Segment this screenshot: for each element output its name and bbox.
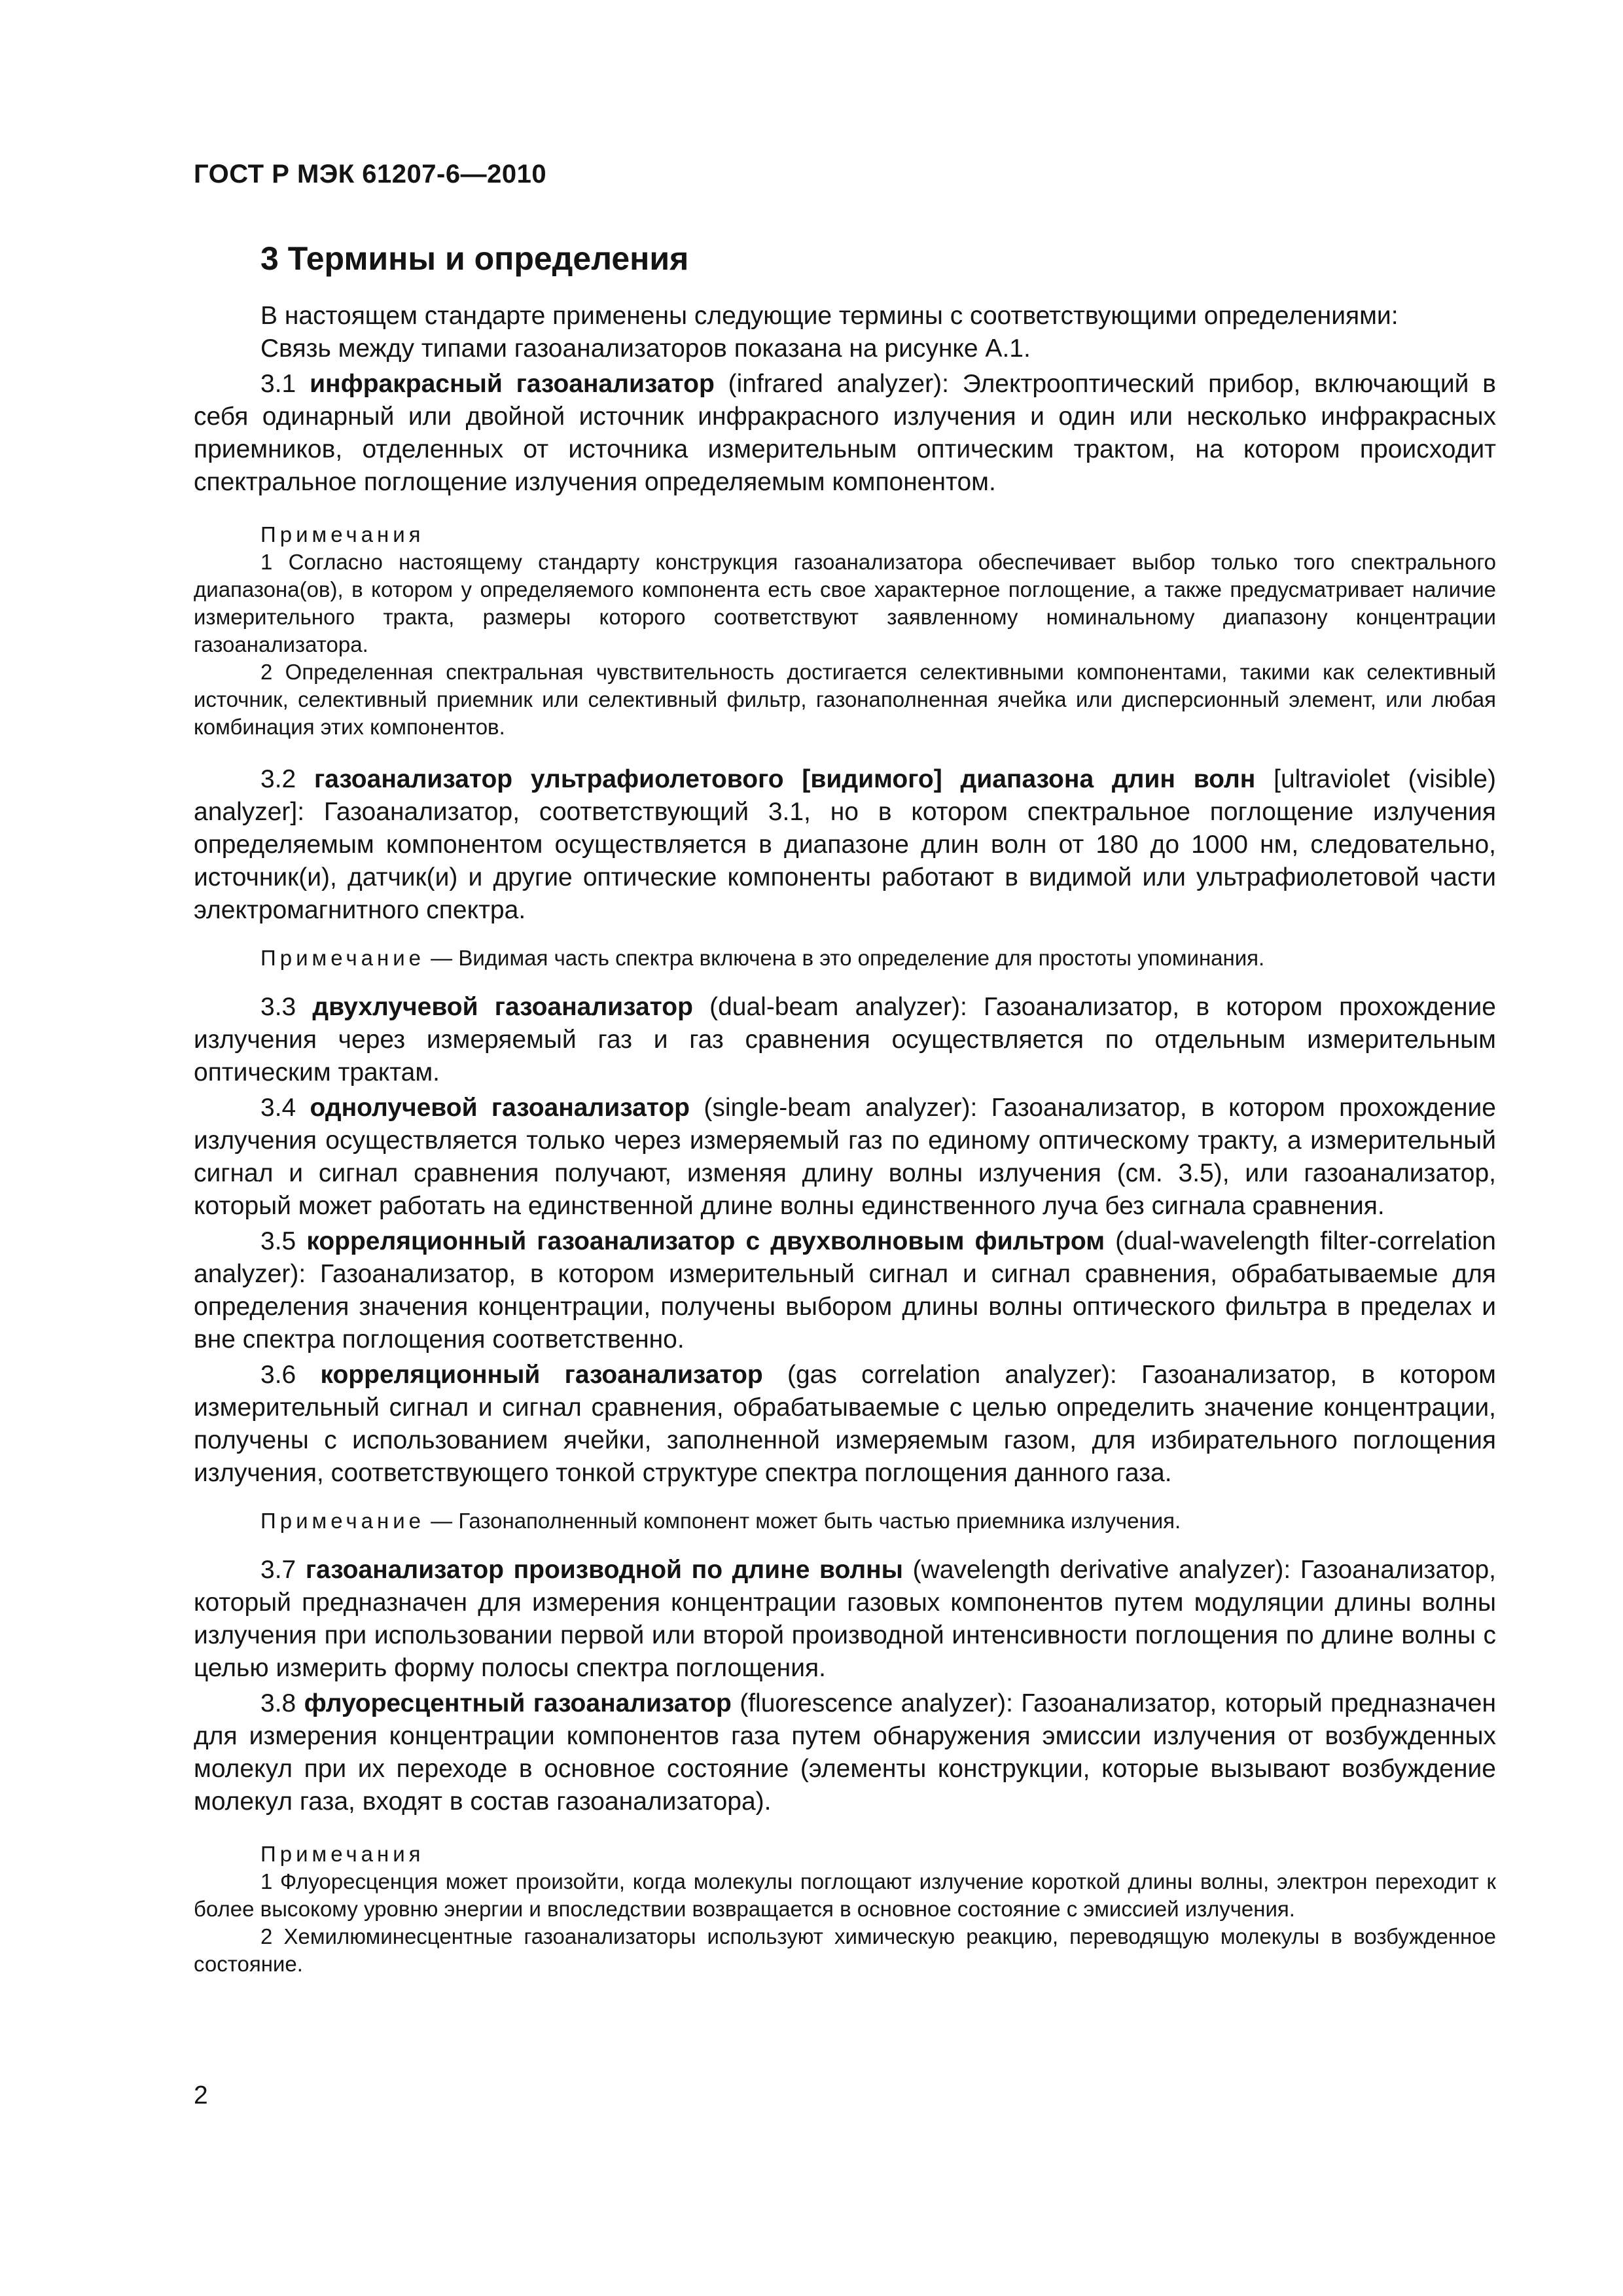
term-definition: (wavelength derivative analyzer): Газоанализатор, который предназначен для измерения концентрации газовых компонентов путем модуляции длины волны излучения при использовании первой или второй производной интенсивности поглощения по длине волны с целью измерить форму полосы спектра поглощения. [194,1556,1496,1682]
term-3-7 [194,1554,1496,1685]
term-3-1 [194,368,1496,499]
term-definition: (infrared analyzer): Электрооптический прибор, включающий в себя одинарный или двойной источник инфракрасного излучения и один или несколько инфракрасных приемников, отделенных от источника измерительным оптическим трактом, на котором происходит спектральное поглощение излучения определяемым компонентом. [194,370,1496,496]
section-title: 3 Термины и определения [260,240,689,277]
term-definition: (dual-beam analyzer): Газоанализатор, в котором прохождение излучения через измеряемый газ и газ сравнения осуществляется по отдельным измерительным оптическим трактам. [194,993,1496,1086]
standard-header: ГОСТ Р МЭК 61207-6—2010 [194,160,547,188]
note-text: — Газонаполненный компонент может быть частью приемника излучения. [425,1509,1181,1533]
term-definition: (gas correlation analyzer): Газоанализатор, в котором измерительный сигнал и сигнал сравнения, обрабатываемые с целью определить значение концентрации, получены с использованием ячейки, заполненной измеряемым газом, для избирательного поглощения излучения, соответствующего тонкой структуре спектра поглощения данного газа. [194,1361,1496,1487]
note-label: Примечание [260,1509,425,1533]
note-label: Примечание [260,946,425,970]
term-3-8 [194,1687,1496,1818]
page-number: 2 [194,2081,208,2109]
term-name: газоанализатор производной по длине волны [305,1556,903,1584]
term-name: однолучевой газоанализатор [310,1094,690,1122]
term-number: 3.4 [260,1094,296,1122]
notes-3-8 [194,1840,1496,1978]
term-3-6 [194,1359,1496,1490]
term-definition: (fluorescence analyzer): Газоанализатор, который предназначен для измерения концентрации компонентов газа путем обнаружения эмиссии излучения от возбужденных молекул при их переходе в основное состояние (элементы конструкции, которые вызывают возбуждение молекул газа, входят в состав газоанализатора). [194,1689,1497,1816]
term-name: флуоресцентный газоанализатор [304,1689,732,1717]
note-2: 2 Хемилюминесцентные газоанализаторы используют химическую реакцию, переводящую молекулы в возбужденное состояние. [194,1924,1496,1976]
term-number: 3.8 [260,1689,296,1717]
term-3-5 [194,1225,1496,1356]
term-3-4 [194,1092,1496,1223]
term-number: 3.5 [260,1227,296,1255]
term-number: 3.6 [260,1361,296,1389]
term-name: корреляционный газоанализатор с двухволновым фильтром [306,1227,1105,1255]
term-name: двухлучевой газоанализатор [312,993,693,1021]
notes-heading: Примечания [260,1842,425,1866]
note-text: — Видимая часть спектра включена в это определение для простоты упоминания. [425,946,1265,970]
term-3-2 [194,763,1496,927]
term-name: корреляционный газоанализатор [320,1361,763,1389]
note-3-6 [194,1507,1496,1535]
term-name: газоанализатор ультрафиолетового [видимого] диапазона длин волн [313,765,1256,793]
note-2: 2 Определенная спектральная чувствительность достигается селективными компонентами, такими как селективный источник, селективный приемник или селективный фильтр, газонаполненная ячейка или дисперсионный элемент, или любая комбинация этих компонентов. [194,660,1496,739]
term-number: 3.3 [260,993,296,1021]
term-definition: (single-beam analyzer): Газоанализатор, в котором прохождение излучения осуществляется только через измеряемый газ по единому оптическому тракту, а измерительный сигнал и сигнал сравнения получают, изменяя длину волны излучения (см. 3.5), или газоанализатор, который может работать на единственной длине волны единственного луча без сигнала сравнения. [194,1094,1496,1220]
term-definition: [ultraviolet (visible) analyzer]: Газоанализатор, соответствующий 3.1, но в котором спектральное поглощение излучения определяемым компонентом осуществляется в диапазоне длин волн от 180 до 1000 нм, следовательно, источник(и), датчик(и) и другие оптические компоненты работают в видимой или ультрафиолетовой части электромагнитного спектра. [194,765,1496,924]
term-number: 3.2 [260,765,296,793]
notes-heading: Примечания [260,522,425,547]
notes-3-1 [194,521,1496,741]
term-name: инфракрасный газоанализатор [310,370,715,398]
note-1: 1 Флуоресценция может произойти, когда молекулы поглощают излучение короткой длины волны, электрон переходит к более высокому уровню энергии и впоследствии возвращается в основное состояние с эмиссией излучения. [194,1869,1496,1921]
intro-line-1: В настоящем стандарте применены следующие термины с соответствующими определениями: [260,302,1399,330]
term-number: 3.7 [260,1556,296,1584]
note-3-2 [194,944,1496,973]
document-body [194,300,1496,2000]
note-1: 1 Согласно настоящему стандарту конструкция газоанализатора обеспечивает выбор только того спектрального диапазона(ов), в котором у определяемого компонента есть свое характерное поглощение, а также предусматривает наличие измерительного тракта, размеры которого соответствуют заявленному номинальному диапазону концентрации газоанализатора. [194,550,1496,656]
intro-line-2: Связь между типами газоанализаторов показана на рисунке А.1. [260,334,1031,363]
term-definition: (dual-wavelength filter-correlation analyzer): Газоанализатор, в котором измерительный сигнал и сигнал сравнения, обрабатываемые для определения значения концентрации, получены выбором длины волны оптического фильтра в пределах и вне спектра поглощения соответственно. [194,1227,1496,1354]
term-3-3 [194,991,1496,1089]
term-number: 3.1 [260,370,296,398]
